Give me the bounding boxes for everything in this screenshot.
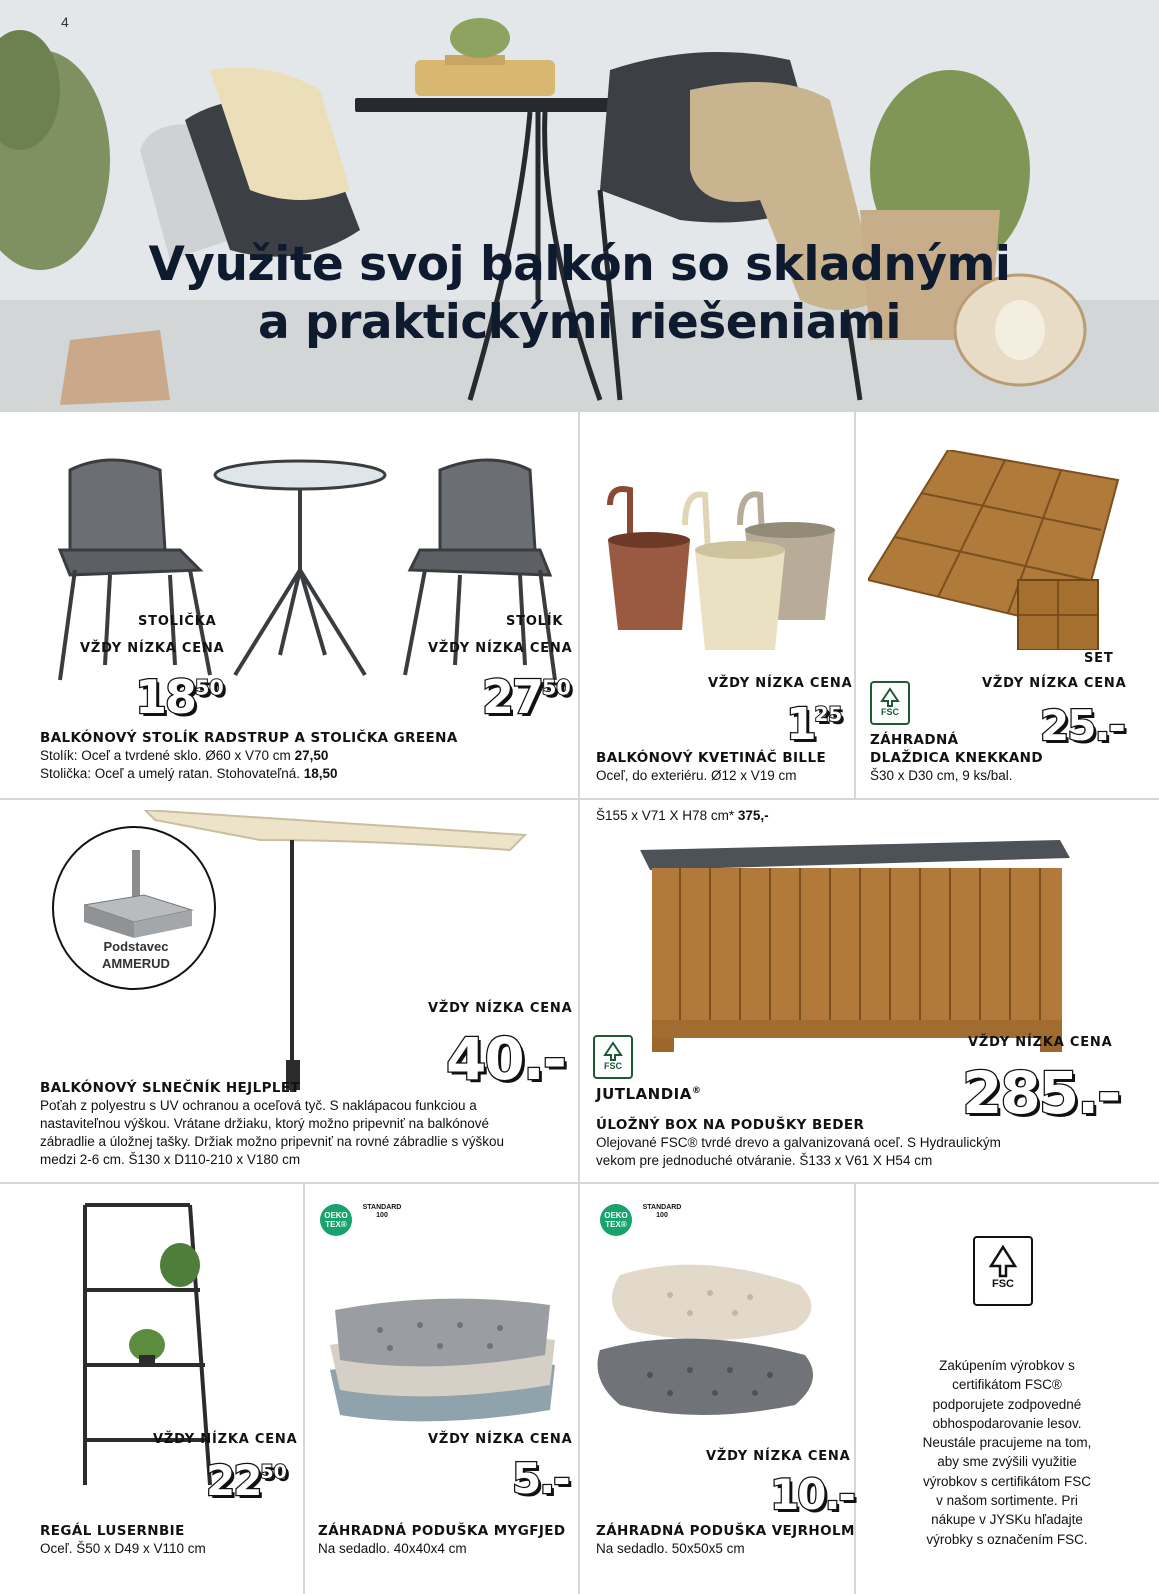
bille-price — [786, 699, 843, 750]
hero-title — [0, 236, 1159, 352]
fsc-line-2: certifikátom FSC® — [952, 1377, 1062, 1393]
divider-col-2-top — [854, 412, 856, 798]
beder-name: ÚLOŽNÝ BOX NA PODUŠKY BEDER — [596, 1117, 865, 1133]
ammerud-label — [54, 938, 218, 972]
fsc-line-4: obhospodarovanie lesov. — [932, 1415, 1082, 1431]
fsc-tree-icon — [985, 1244, 1021, 1278]
beder-variant-size: Š155 x V71 X H78 cm* — [596, 808, 735, 823]
hejlplet-price: 40.- — [446, 1025, 565, 1093]
oeko-tex-logo: OEKO TEX® — [320, 1204, 352, 1236]
hejlplet-desc-3: zábradlie a úložnej tašky. Držiak možno pripevniť na rovné zábradlie s výškou — [40, 1134, 505, 1149]
table-price — [482, 670, 571, 724]
product-name: BALKÓNOVÝ STOLÍK RADSTRUP A STOLIČKA GREENA — [40, 730, 458, 746]
fsc-info-logo — [973, 1236, 1033, 1306]
fsc-line-6: aby sme zvýšili využitie — [937, 1454, 1077, 1470]
divider-col-2-bottom — [578, 1184, 580, 1594]
lusernbie-price-cents: 50 — [260, 1461, 287, 1483]
table-price-main: 27 — [482, 670, 543, 724]
knekkand-fsc-logo — [870, 681, 910, 725]
table-label: STOLÍK — [506, 614, 564, 629]
lusernbie-price-main: 22 — [206, 1456, 261, 1505]
knekkand-tiles-image — [868, 450, 1128, 650]
table-price-caption: VŽDY NÍZKA CENA — [428, 641, 573, 656]
beder-box-image — [640, 840, 1080, 1055]
hejlplet-desc-2: nastaviteľnou výškou. Vrátane držiaku, ktorý možno pripevniť na balkónové — [40, 1116, 489, 1131]
fsc-line-7: výrobkov s certifikátom FSC — [922, 1473, 1092, 1489]
vejrholm-desc: Na sedadlo. 50x50x5 cm — [596, 1541, 745, 1556]
chair-spec-price: 18,50 — [303, 766, 338, 781]
fsc-tree-icon — [601, 1041, 625, 1061]
page-number: 4 — [61, 14, 69, 30]
fsc-line-9: nákupe v JYSKu hľadajte — [931, 1512, 1083, 1528]
lusernbie-name: REGÁL LUSERNBIE — [40, 1523, 185, 1539]
bille-pots-image — [590, 485, 840, 660]
hejlplet-desc-4: medzi 2-6 cm. Š130 x D110-210 x V180 cm — [40, 1152, 301, 1167]
beder-variant-price: 375,- — [737, 808, 769, 823]
product-desc-table — [40, 747, 328, 765]
ammerud-label-line-1: Podstavec — [103, 939, 169, 954]
chair-price-cents: 50 — [195, 675, 224, 700]
hero-title-line-1: Využite svoj balkón so skladnými — [148, 237, 1011, 292]
hejlplet-desc-1: Poťah z polyestru s UV ochranou a oceľová tyč. S naklápacou funkciou a — [40, 1098, 477, 1113]
chair-price — [135, 670, 224, 724]
beder-variant — [596, 807, 769, 825]
ammerud-stand-callout — [52, 826, 216, 990]
oeko-standard-text: STANDARD 100 — [362, 1204, 402, 1219]
oeko-tex-logo: OEKO TEX® — [600, 1204, 632, 1236]
bille-name: BALKÓNOVÝ KVETINÁČ BILLE — [596, 750, 827, 766]
knekkand-fsc-text: FSC — [881, 707, 899, 717]
ammerud-label-line-2: AMMERUD — [102, 956, 170, 971]
divider-col-1-bottom — [303, 1184, 305, 1594]
fsc-line-8: v našom sortimente. Pri — [936, 1493, 1078, 1509]
chair-spec: Stolička: Oceľ a umelý ratan. Stohovateľná. — [40, 766, 301, 781]
mygfjed-cushions-image — [320, 1290, 565, 1435]
jutlandia-brand-text: JUTLANDIA — [596, 1085, 692, 1103]
product-desc-chair — [40, 765, 338, 783]
lusernbie-price — [206, 1456, 287, 1505]
beder-desc-2: vekom pre jednoduché otváranie. Š133 x V61 X H54 cm — [596, 1153, 933, 1168]
knekkand-price-caption: VŽDY NÍZKA CENA — [982, 676, 1127, 691]
knekkand-name-1: ZÁHRADNÁ — [870, 732, 959, 748]
knekkand-set-label: SET — [1084, 651, 1114, 666]
lusernbie-desc: Oceľ. Š50 x D49 x V110 cm — [40, 1541, 206, 1556]
table-spec: Stolík: Oceľ a tvrdené sklo. Ø60 x V70 cm — [40, 748, 291, 763]
chair-price-main: 18 — [135, 670, 196, 724]
hero-banner — [0, 0, 1159, 412]
chair-label: STOLIČKA — [138, 614, 217, 629]
chair-price-caption: VŽDY NÍZKA CENA — [80, 641, 225, 656]
vejrholm-price: 10.- — [770, 1470, 854, 1519]
mygfjed-price: 5.- — [512, 1454, 569, 1503]
lusernbie-shelf-image — [75, 1195, 215, 1495]
divider-col-mid — [578, 800, 580, 1182]
jutlandia-brand — [596, 1085, 701, 1103]
mygfjed-desc: Na sedadlo. 40x40x4 cm — [318, 1541, 467, 1556]
beder-fsc-text: FSC — [604, 1061, 622, 1071]
table-spec-price: 27,50 — [294, 748, 329, 763]
beder-price-caption: VŽDY NÍZKA CENA — [968, 1035, 1113, 1050]
hejlplet-price-caption: VŽDY NÍZKA CENA — [428, 1001, 573, 1016]
bille-desc: Oceľ, do exteriéru. Ø12 x V19 cm — [596, 768, 797, 783]
fsc-info-text-visible — [880, 1356, 1134, 1549]
beder-fsc-logo — [593, 1035, 633, 1079]
beder-price: 285.- — [962, 1059, 1120, 1127]
fsc-tree-icon — [878, 687, 902, 707]
beder-desc-1: Olejované FSC® tvrdé drevo a galvanizovaná oceľ. S Hydraulickým — [596, 1135, 1001, 1150]
hero-title-line-2: a praktickými riešeniami — [257, 295, 902, 350]
vejrholm-name: ZÁHRADNÁ PODUŠKA VEJRHOLM — [596, 1523, 855, 1539]
lusernbie-price-caption: VŽDY NÍZKA CENA — [153, 1432, 298, 1447]
table-price-cents: 50 — [542, 675, 571, 700]
fsc-line-10: výrobky s označením FSC. — [926, 1531, 1088, 1547]
knekkand-desc: Š30 x D30 cm, 9 ks/bal. — [870, 768, 1013, 783]
fsc-info-logo-text: FSC — [992, 1278, 1014, 1290]
vejrholm-cushions-image — [590, 1255, 830, 1420]
jutlandia-registered-mark: ® — [691, 1086, 702, 1096]
hejlplet-name: BALKÓNOVÝ SLNEČNÍK HEJLPLET — [40, 1080, 301, 1096]
mygfjed-name: ZÁHRADNÁ PODUŠKA MYGFJED — [318, 1523, 566, 1539]
bille-price-main: 1 — [786, 699, 815, 750]
vejrholm-price-caption: VŽDY NÍZKA CENA — [706, 1449, 851, 1464]
oeko-standard-text: STANDARD 100 — [642, 1204, 682, 1219]
bille-price-caption: VŽDY NÍZKA CENA — [708, 676, 853, 691]
mygfjed-price-caption: VŽDY NÍZKA CENA — [428, 1432, 573, 1447]
knekkand-name-2: DLAŽDICA KNEKKAND — [870, 750, 1043, 766]
fsc-line-3: podporujete zodpovedné — [932, 1396, 1082, 1412]
fsc-line-5: Neustále pracujeme na tom, — [922, 1435, 1092, 1451]
fsc-line-1: Zakúpením výrobkov s — [939, 1358, 1075, 1373]
ammerud-stand-image — [74, 850, 198, 940]
divider-col-1-top — [578, 412, 580, 798]
bille-price-cents: 25 — [814, 703, 843, 727]
knekkand-price: 25.- — [1040, 701, 1124, 750]
